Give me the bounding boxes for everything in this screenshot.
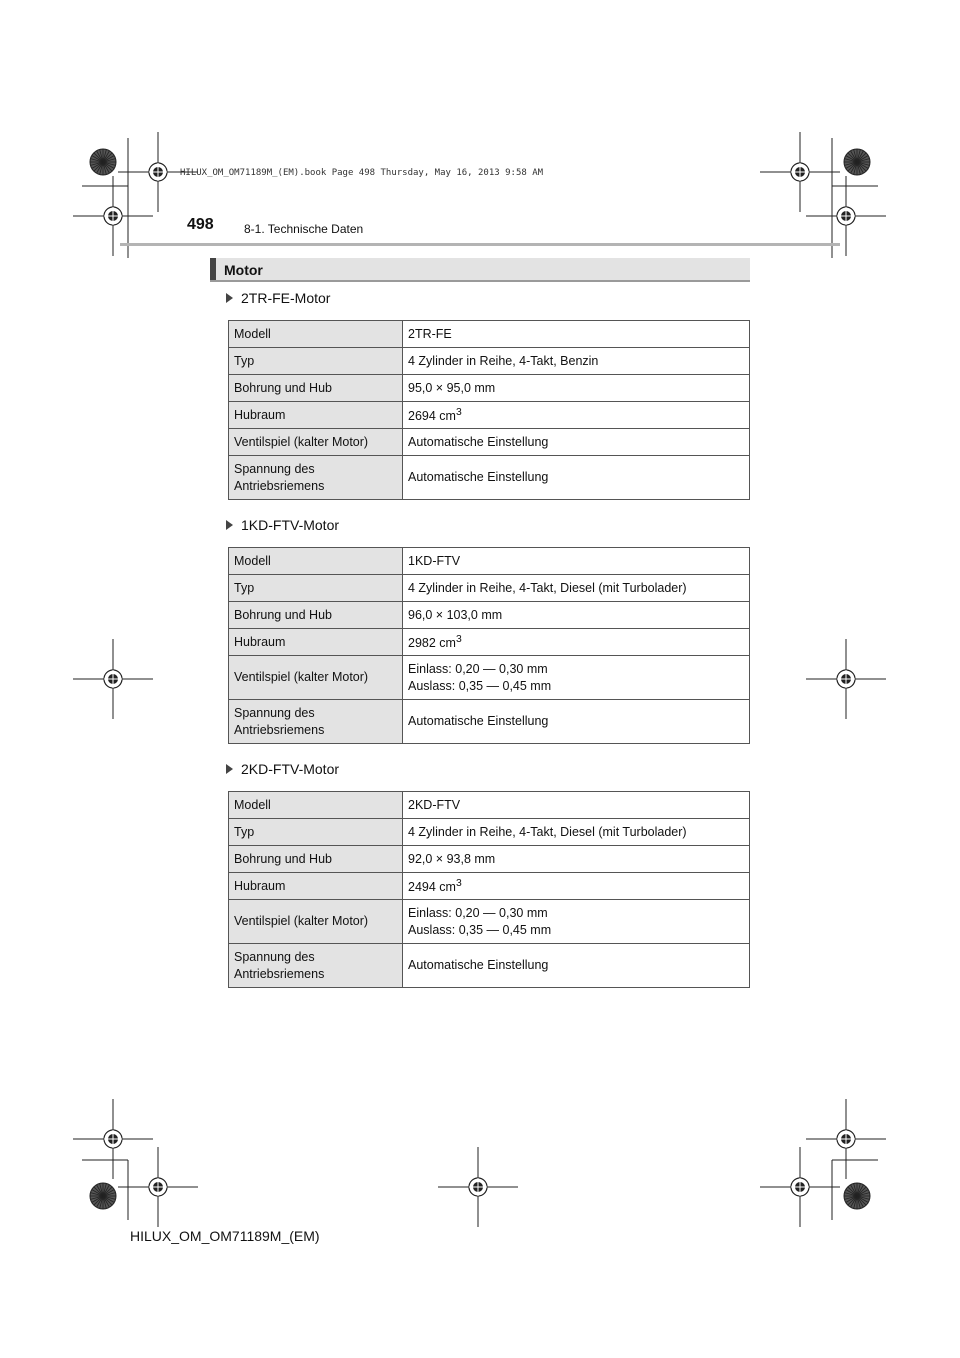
row-value xyxy=(403,873,750,900)
intake-clearance: Einlass: 0,20 — 0,30 mm xyxy=(408,661,548,676)
table-row xyxy=(229,819,750,846)
row-value xyxy=(403,656,750,700)
table-row xyxy=(229,575,750,602)
row-value: 2KD-FTV xyxy=(403,792,750,819)
table-row xyxy=(229,629,750,656)
table-row xyxy=(229,548,750,575)
superscript: 3 xyxy=(455,878,462,890)
exhaust-clearance: Auslass: 0,35 — 0,45 mm xyxy=(408,678,552,693)
row-value: 95,0 × 95,0 mm xyxy=(403,375,750,402)
engine-title-text: 1KD-FTV-Motor xyxy=(241,517,340,533)
row-value xyxy=(403,402,750,429)
table-row xyxy=(229,656,750,700)
registration-starburst-icon xyxy=(90,149,116,175)
table-row xyxy=(229,846,750,873)
row-label: Spannung des Antriebsriemens xyxy=(229,700,403,744)
displacement-value: 2982 cm xyxy=(408,636,456,651)
registration-crosshair-icon xyxy=(73,639,153,719)
table-row xyxy=(229,375,750,402)
header-rule xyxy=(120,243,840,246)
row-value xyxy=(403,629,750,656)
table-row xyxy=(229,321,750,348)
row-label: Ventilspiel (kalter Motor) xyxy=(229,429,403,456)
row-label: Spannung des Antriebsriemens xyxy=(229,944,403,988)
row-label: Hubraum xyxy=(229,402,403,429)
registration-crosshair-icon xyxy=(438,1147,518,1227)
registration-crosshair-icon xyxy=(118,1147,198,1227)
engine-title-2tr-fe xyxy=(226,290,330,306)
row-label: Spannung des Antriebsriemens xyxy=(229,456,403,500)
row-label: Ventilspiel (kalter Motor) xyxy=(229,900,403,944)
exhaust-clearance: Auslass: 0,35 — 0,45 mm xyxy=(408,922,552,937)
row-value: Automatische Einstellung xyxy=(403,944,750,988)
row-value: 4 Zylinder in Reihe, 4-Takt, Diesel (mit Turbolader) xyxy=(403,819,750,846)
row-label: Bohrung und Hub xyxy=(229,846,403,873)
bullet-arrow-icon xyxy=(226,764,233,774)
row-label: Typ xyxy=(229,819,403,846)
bullet-arrow-icon xyxy=(226,520,233,530)
table-row xyxy=(229,402,750,429)
row-label: Bohrung und Hub xyxy=(229,602,403,629)
section-header xyxy=(210,258,750,282)
row-value: Automatische Einstellung xyxy=(403,700,750,744)
row-label: Typ xyxy=(229,348,403,375)
spec-table-1kd-ftv xyxy=(228,547,750,744)
row-label: Hubraum xyxy=(229,629,403,656)
registration-crosshair-icon xyxy=(73,1099,153,1179)
table-row xyxy=(229,792,750,819)
table-row xyxy=(229,602,750,629)
registration-starburst-icon xyxy=(90,1183,116,1209)
row-label: Hubraum xyxy=(229,873,403,900)
chapter-title: 8-1. Technische Daten xyxy=(244,222,364,236)
row-label: Typ xyxy=(229,575,403,602)
registration-starburst-icon xyxy=(844,149,870,175)
spec-table-2tr-fe xyxy=(228,320,750,500)
table-row xyxy=(229,429,750,456)
registration-crosshair-icon xyxy=(806,639,886,719)
print-info: HILUX_OM_OM71189M_(EM).book Page 498 Thursday, May 16, 2013 9:58 AM xyxy=(180,168,544,178)
row-value: 4 Zylinder in Reihe, 4-Takt, Diesel (mit Turbolader) xyxy=(403,575,750,602)
row-label: Modell xyxy=(229,792,403,819)
row-value: 4 Zylinder in Reihe, 4-Takt, Benzin xyxy=(403,348,750,375)
table-row xyxy=(229,456,750,500)
engine-title-text: 2TR-FE-Motor xyxy=(241,290,331,306)
section-title: Motor xyxy=(224,262,263,278)
table-row xyxy=(229,348,750,375)
row-value: Automatische Einstellung xyxy=(403,429,750,456)
row-value: 92,0 × 93,8 mm xyxy=(403,846,750,873)
engine-title-text: 2KD-FTV-Motor xyxy=(241,761,340,777)
row-label: Modell xyxy=(229,548,403,575)
row-value: 2TR-FE xyxy=(403,321,750,348)
table-row xyxy=(229,700,750,744)
intake-clearance: Einlass: 0,20 — 0,30 mm xyxy=(408,905,548,920)
registration-crosshair-icon xyxy=(806,1099,886,1179)
row-value xyxy=(403,900,750,944)
footer-doc-code: HILUX_OM_OM71189M_(EM) xyxy=(130,1228,320,1244)
engine-title-1kd-ftv xyxy=(226,517,339,533)
row-value: 96,0 × 103,0 mm xyxy=(403,602,750,629)
registration-starburst-icon xyxy=(844,1183,870,1209)
registration-crosshair-icon xyxy=(760,132,840,212)
section-accent xyxy=(210,258,216,280)
spec-table-2kd-ftv xyxy=(228,791,750,988)
superscript: 3 xyxy=(455,407,462,419)
superscript: 3 xyxy=(455,634,462,646)
row-value: 1KD-FTV xyxy=(403,548,750,575)
table-row xyxy=(229,944,750,988)
engine-title-2kd-ftv xyxy=(226,761,339,777)
registration-crosshair-icon xyxy=(760,1147,840,1227)
row-value: Automatische Einstellung xyxy=(403,456,750,500)
bullet-arrow-icon xyxy=(226,293,233,303)
table-row xyxy=(229,873,750,900)
row-label: Modell xyxy=(229,321,403,348)
page-number: 498 xyxy=(187,216,214,233)
displacement-value: 2494 cm xyxy=(408,880,456,895)
row-label: Bohrung und Hub xyxy=(229,375,403,402)
row-label: Ventilspiel (kalter Motor) xyxy=(229,656,403,700)
displacement-value: 2694 cm xyxy=(408,409,456,424)
table-row xyxy=(229,900,750,944)
